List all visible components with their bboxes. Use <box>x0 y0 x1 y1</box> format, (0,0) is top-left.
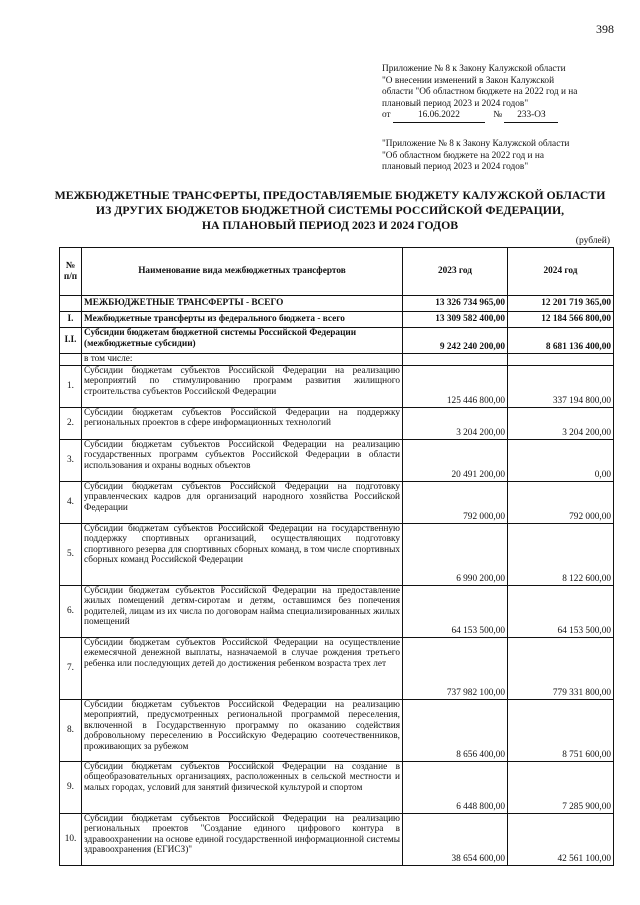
row-name: Субсидии бюджетам субъектов Российской Федерации на подготовку управленческих кадров для организаций народного хозяйства Российской Федерации <box>82 481 403 523</box>
date-prefix: от <box>382 110 391 120</box>
section-2024: 12 184 566 800,00 <box>508 312 614 328</box>
row-2024: 0,00 <box>508 439 614 481</box>
row-2023: 38 654 600,00 <box>403 813 508 865</box>
row-2024: 3 204 200,00 <box>508 407 614 439</box>
subsection-name: Субсидии бюджетам бюджетной системы Российской Федерации (межбюджетные субсидии) <box>82 328 403 354</box>
row-num: 3. <box>60 439 82 481</box>
table-row <box>60 761 614 813</box>
row-num: 9. <box>60 761 82 813</box>
section-num: I. <box>60 312 82 328</box>
row-2024: 8 751 600,00 <box>508 699 614 761</box>
document-title <box>40 188 620 233</box>
table-row <box>60 699 614 761</box>
including-label: в том числе: <box>82 354 403 366</box>
appendix-date-line <box>382 110 618 123</box>
table-row <box>60 813 614 865</box>
total-name: МЕЖБЮДЖЕТНЫЕ ТРАНСФЕРТЫ - ВСЕГО <box>82 296 403 312</box>
row-name: Субсидии бюджетам субъектов Российской Федерации на реализацию государственных программ субъектов Российской Федерации в области использования и охраны водных объектов <box>82 439 403 481</box>
title-line: ИЗ ДРУГИХ БЮДЖЕТОВ БЮДЖЕТНОЙ СИСТЕМЫ РОССИЙСКОЙ ФЕДЕРАЦИИ, <box>95 203 565 217</box>
law-date: 16.06.2022 <box>393 110 485 123</box>
row-2024: 779 331 800,00 <box>508 637 614 699</box>
row-num: 4. <box>60 481 82 523</box>
row-name: Субсидии бюджетам субъектов Российской Федерации на создание в общеобразовательных организациях, расположенных в сельской местности и малых городах, условий для занятий физической культурой и спортом <box>82 761 403 813</box>
appendix-line: плановый период 2023 и 2024 годов" <box>382 162 529 172</box>
table-row <box>60 523 614 585</box>
row-name: Субсидии бюджетам субъектов Российской Федерации на реализацию мероприятий по стимулированию программ развития жилищного строительства субъектов Российской Федерации <box>82 365 403 407</box>
appendix-line: "Приложение № 8 к Закону Калужской области <box>382 139 570 149</box>
appendix-current <box>382 64 618 123</box>
page-number: 398 <box>596 22 614 36</box>
row-name: Субсидии бюджетам субъектов Российской Федерации на реализацию региональных проектов "Создание единого цифрового контура в здравоохранении на основе единой государственной информационной системы здравоохранения (ЕГИСЗ)" <box>82 813 403 865</box>
header-num: № п/п <box>60 248 82 296</box>
row-name: Субсидии бюджетам субъектов Российской Федерации на поддержку региональных проектов в сфере информационных технологий <box>82 407 403 439</box>
row-name: Субсидии бюджетам субъектов Российской Федерации на осуществление ежемесячной денежной выплаты, назначаемой в случае рождения третьего ребенка или последующих детей до достижения ребенком возраста трех лет <box>82 637 403 699</box>
row-num: 7. <box>60 637 82 699</box>
row-2024: 337 194 800,00 <box>508 365 614 407</box>
appendix-line: "О внесении изменений в Закон Калужской <box>382 75 555 86</box>
appendix-original <box>382 139 618 174</box>
table-row <box>60 637 614 699</box>
row-num: 10. <box>60 813 82 865</box>
row-name: Субсидии бюджетам субъектов Российской Федерации на предоставление жилых помещений детям-сиротам и детям, оставшимся без попечения родителей, лицам из их числа по договорам найма специализированных жилых помещений <box>82 585 403 637</box>
row-2023: 20 491 200,00 <box>403 439 508 481</box>
title-line: МЕЖБЮДЖЕТНЫЕ ТРАНСФЕРТЫ, ПРЕДОСТАВЛЯЕМЫЕ БЮДЖЕТУ КАЛУЖСКОЙ ОБЛАСТИ <box>54 188 606 202</box>
subsection-num: I.I. <box>60 328 82 354</box>
header-name: Наименование вида межбюджетных трансфертов <box>82 248 403 296</box>
section-2023: 13 309 582 400,00 <box>403 312 508 328</box>
header-2024: 2024 год <box>508 248 614 296</box>
appendix-line: Приложение № 8 к Закону Калужской области <box>382 64 566 74</box>
table-row <box>60 439 614 481</box>
row-2024: 792 000,00 <box>508 481 614 523</box>
row-num: 8. <box>60 699 82 761</box>
row-2023: 792 000,00 <box>403 481 508 523</box>
row-2024: 42 561 100,00 <box>508 813 614 865</box>
section-name: Межбюджетные трансферты из федерального бюджета - всего <box>82 312 403 328</box>
row-2023: 737 982 100,00 <box>403 637 508 699</box>
row-2023: 8 656 400,00 <box>403 699 508 761</box>
row-2024: 7 285 900,00 <box>508 761 614 813</box>
row-num: 1. <box>60 365 82 407</box>
row-name: Субсидии бюджетам субъектов Российской Федерации на государственную поддержку спортивных организаций, осуществляющих подготовку спортивного резерва для спортивных сборных команд, в том числе спортивных сборных команд Российской Федерации <box>82 523 403 585</box>
table-row <box>60 365 614 407</box>
row-2023: 3 204 200,00 <box>403 407 508 439</box>
table-row <box>60 585 614 637</box>
total-2023: 13 326 734 965,00 <box>403 296 508 312</box>
subsection-row <box>60 328 614 354</box>
row-num: 5. <box>60 523 82 585</box>
table-row <box>60 481 614 523</box>
section-row <box>60 312 614 328</box>
row-num: 6. <box>60 585 82 637</box>
subsection-2023: 9 242 240 200,00 <box>403 328 508 354</box>
units-label: (рублей) <box>575 236 610 246</box>
row-num: 2. <box>60 407 82 439</box>
number-prefix: № <box>493 110 503 120</box>
table-row <box>60 407 614 439</box>
subsection-2024: 8 681 136 400,00 <box>508 328 614 354</box>
appendix-line: плановый период 2023 и 2024 годов" <box>382 98 529 109</box>
row-2023: 6 990 200,00 <box>403 523 508 585</box>
row-2023: 125 446 800,00 <box>403 365 508 407</box>
title-line: НА ПЛАНОВЫЙ ПЕРИОД 2023 И 2024 ГОДОВ <box>201 218 459 232</box>
including-row <box>60 354 614 366</box>
row-2024: 8 122 600,00 <box>508 523 614 585</box>
law-number: 233-ОЗ <box>504 110 558 123</box>
header-2023: 2023 год <box>403 248 508 296</box>
appendix-line: "Об областном бюджете на 2022 год и на <box>382 150 544 161</box>
appendix-line: области "Об областном бюджете на 2022 год и на <box>382 87 578 97</box>
total-row <box>60 296 614 312</box>
row-name: Субсидии бюджетам субъектов Российской Федерации на реализацию мероприятий, предусмотренных региональной программой переселения, включенной в Государственную программу по оказанию содействия добровольному переселению в Российскую Федерацию соотечественников, проживающих за рубежом <box>82 699 403 761</box>
table-header-row <box>60 248 614 296</box>
row-2024: 64 153 500,00 <box>508 585 614 637</box>
row-2023: 6 448 800,00 <box>403 761 508 813</box>
total-2024: 12 201 719 365,00 <box>508 296 614 312</box>
transfers-table <box>59 247 614 866</box>
row-2023: 64 153 500,00 <box>403 585 508 637</box>
